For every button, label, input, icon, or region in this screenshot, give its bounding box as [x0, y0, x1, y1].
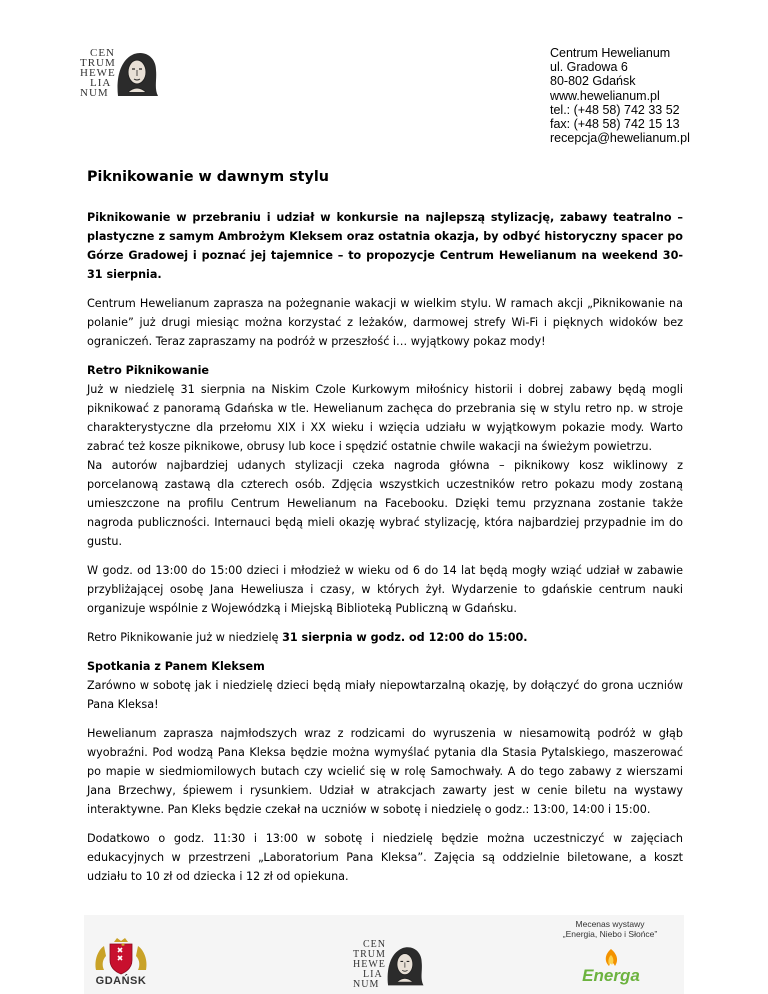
patron-label: Mecenas wystawy — [575, 919, 645, 929]
energa-logo — [571, 948, 651, 992]
website-link[interactable]: www.hewelianum.pl — [550, 88, 660, 103]
fax-number: fax: (+48 58) 742 15 13 — [550, 117, 680, 132]
retro-summary-text: Retro Piknikowanie już w niedzielę — [87, 631, 283, 644]
retro-summary — [87, 628, 683, 647]
gdansk-wordmark: GDAŃSK — [95, 975, 147, 987]
retro-paragraph: W godz. od 13:00 do 15:00 dzieci i młodzież w wieku od 6 do 14 lat będą mogły wziąć udział w zabawie przybliżającej osobę Jana Heweliusza i czasy, w których żył. Wydarzenie to gdańskie centrum nauki organizuje wspólnie z Wojewódzką i Miejską Biblioteką Publiczną w Gdańsku. — [87, 564, 683, 615]
hevelius-portrait-icon — [381, 940, 427, 990]
logo-text-line: TRUM — [80, 57, 116, 69]
logo-text-line: HEWE — [80, 67, 116, 79]
retro-heading: Retro Piknikowanie — [87, 364, 210, 377]
logo-text-line: LIA — [363, 969, 383, 980]
hewelianum-logo — [78, 48, 168, 100]
logo-text-line: HEWE — [353, 959, 386, 970]
kleks-paragraph: Dodatkowo o godz. 11:30 i 13:00 w sobotę i niedzielę będzie można uczestniczyć w zajęciach edukacyjnych w przestrzeni „Laboratorium Pana Kleksa”. Zajęcia są oddzielnie biletowane, a koszt udziału to 10 zł od dziecka i 12 zł od opiekuna. — [87, 832, 683, 883]
logo-text-line: TRUM — [353, 949, 386, 960]
exhibition-patron-caption — [540, 919, 680, 939]
kleks-paragraph: Zarówno w sobotę jak i niedzielę dzieci będą miały niepowtarzalną okazję, by dołączyć do grona uczniów Pana Kleksa! — [87, 679, 683, 711]
postal-city: 80-802 Gdańsk — [550, 74, 636, 89]
exhibition-name: „Energia, Niebo i Słońce” — [562, 929, 658, 939]
logo-text-line: LIA — [90, 77, 112, 89]
press-release — [87, 168, 683, 896]
kleks-heading: Spotkania z Panem Kleksem — [87, 660, 265, 673]
logo-text-line: CEN — [363, 939, 386, 950]
logo-text-line: NUM — [353, 979, 380, 990]
energa-flame-icon — [599, 948, 623, 968]
retro-paragraph: Na autorów najbardziej udanych stylizacji czeka nagroda główna – piknikowy kosz wiklinowy z porcelanową zastawą dla czterech osób. Zdjęcia wszystkich uczestników retro pokazu mody zostaną umieszczone na profilu Centrum Hewelianum na Facebooku. Dzięki temu przyznana zostanie także nagroda publiczności. Internauci będą mieli okazję wybrać stylizację, która najbardziej przypadnie im do gustu. — [87, 459, 683, 548]
institution-address — [550, 46, 690, 145]
phone-number: tel.: (+48 58) 742 33 52 — [550, 102, 680, 117]
gdansk-logo — [92, 936, 150, 988]
logo-text-line: NUM — [80, 87, 109, 99]
article-title: Piknikowanie w dawnym stylu — [87, 169, 329, 185]
retro-paragraph: Już w niedzielę 31 sierpnia na Niskim Czole Kurkowym miłośnicy historii i dobrej zabawy będą mogli piknikować z panoramą Gdańska w tle. Hewelianum zachęca do przebrania się w stylu retro np. w stroje charakterystyczne dla przełomu XIX i XX wieku i wzięcia udziału w wyjątkowym pokazie mody. Warto zabrać też kosze piknikowe, obrusy lub koce i spędzić ostatnie chwile wakacji na świeżym powietrzu. — [87, 383, 683, 453]
gdansk-coat-of-arms-icon — [92, 936, 150, 976]
street-address: ul. Gradowa 6 — [550, 60, 628, 75]
logo-text-line: CEN — [90, 47, 115, 59]
energa-wordmark: Energa — [582, 966, 640, 985]
kleks-paragraph: Hewelianum zaprasza najmłodszych wraz z rodzicami do wyruszenia w niesamowitą podróż w głąb wyobraźni. Pod wodzą Pana Kleksa będzie można wymyślać pytania dla Stasia Pytalskiego, maszerować po mapie w siedmiomilowych butach czy wcielić się w rolę Samochwały. A do tego zabawy z wierszami Jana Brzechwy, śpiewem i rysunkiem. Udział w atrakcjach zawarty jest w cenie biletu na wystawy interaktywne. Pan Kleks będzie czekał na uczniów w sobotę i niedzielę o godz.: 13:00, 14:00 i 15:00. — [87, 727, 683, 816]
article-intro: Centrum Hewelianum zaprasza na pożegnanie wakacji w wielkim stylu. W ramach akcji „Piknikowanie na polanie” już drugi miesiąc można korzystać z leżaków, darmowej strefy Wi-Fi i pięknych widoków bez ograniczeń. Teraz zapraszamy na podróż w przeszłość i… wyjątkowy pokaz mody! — [87, 297, 683, 348]
article-lead: Piknikowanie w przebraniu i udział w konkursie na najlepszą stylizację, zabawy teatralno – plastyczne z samym Ambrożym Kleksem oraz ostatnia okazja, by odbyć historyczny spacer po Górze Gradowej i poznać jej tajemnice – to propozycje Centrum Hewelianum na weekend 30-31 sierpnia. — [87, 211, 683, 281]
retro-summary-date: 31 sierpnia w godz. od 12:00 do 15:00. — [282, 631, 528, 644]
institution-name: Centrum Hewelianum — [550, 46, 671, 60]
email-link[interactable]: recepcja@hewelianum.pl — [550, 131, 690, 146]
hevelius-portrait-icon — [110, 48, 162, 98]
hewelianum-footer-logo — [351, 940, 441, 992]
